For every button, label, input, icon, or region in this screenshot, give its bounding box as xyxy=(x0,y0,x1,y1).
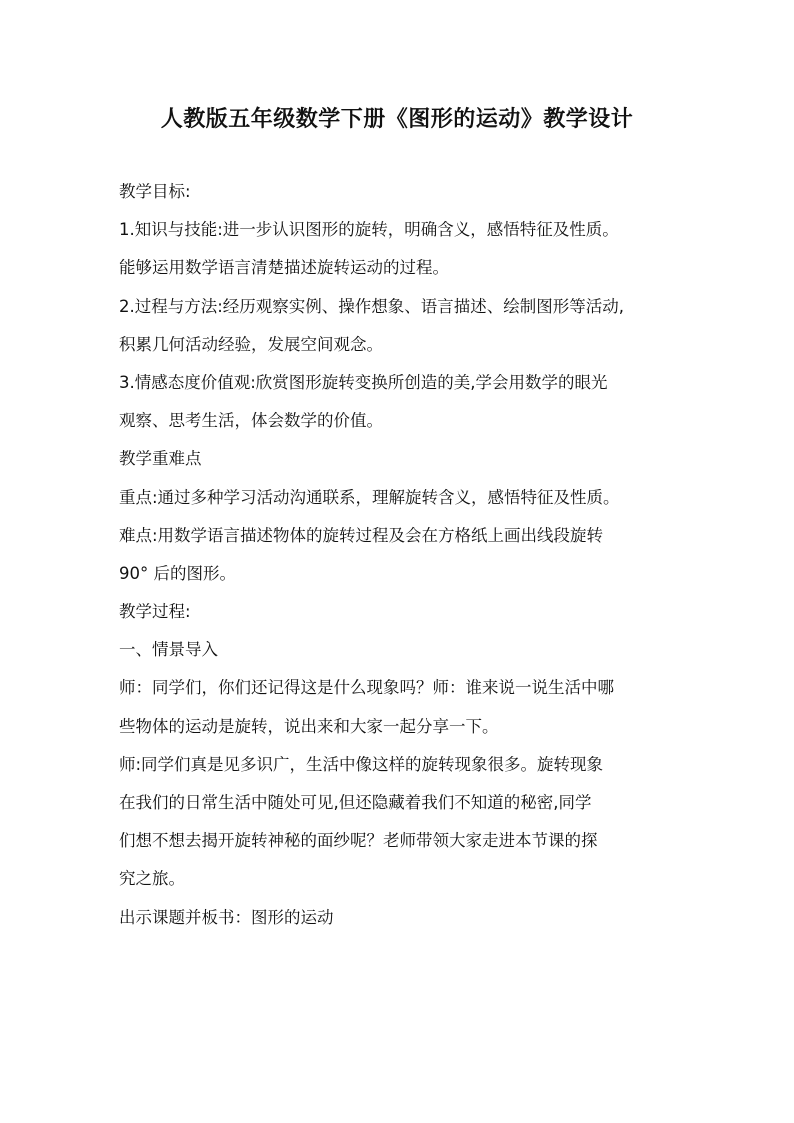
text-line: 一、情景导入 xyxy=(119,640,218,660)
text-line: 师：同学们，你们还记得这是什么现象吗？师：谁来说一说生活中哪 xyxy=(119,678,614,698)
text-line: 究之旅。 xyxy=(119,869,185,889)
text-line: 1.知识与技能:进一步认识图形的旋转，明确含义，感悟特征及性质。 xyxy=(119,220,619,240)
text-line: 重点:通过多种学习活动沟通联系，理解旋转含义，感悟特征及性质。 xyxy=(119,487,620,507)
text-line: 积累几何活动经验，发展空间观念。 xyxy=(119,334,383,354)
text-line: 出示课题并板书：图形的运动 xyxy=(119,907,334,927)
text-line: 教学目标: xyxy=(119,182,191,201)
text-line: 能够运用数学语言清楚描述旋转运动的过程。 xyxy=(119,258,449,278)
text-line: 教学重难点 xyxy=(119,449,202,469)
text-line: 些物体的运动是旋转，说出来和大家一起分享一下。 xyxy=(119,716,499,736)
text-line: 们想不想去揭开旋转神秘的面纱呢？老师带领大家走进本节课的探 xyxy=(119,831,598,851)
text-line: 教学过程: xyxy=(119,602,191,622)
text-line: 难点:用数学语言描述物体的旋转过程及会在方格纸上画出线段旋转 xyxy=(119,525,604,545)
text-line: 观察、思考生活，体会数学的价值。 xyxy=(119,411,383,431)
text-line: 在我们的日常生活中随处可见,但还隐藏着我们不知道的秘密,同学 xyxy=(119,793,592,812)
document-body xyxy=(119,173,694,937)
text-line: 3.情感态度价值观:欣赏图形旋转变换所创造的美,学会用数学的眼光 xyxy=(119,372,608,392)
text-line: 90° 后的图形。 xyxy=(119,563,236,583)
document-title: 人教版五年级数学下册《图形的运动》教学设计 xyxy=(160,107,634,132)
text-line: 2.过程与方法:经历观察实例、操作想象、语言描述、绘制图形等活动, xyxy=(119,296,625,316)
text-line: 师:同学们真是见多识广，生活中像这样的旋转现象很多。旋转现象 xyxy=(119,754,604,774)
